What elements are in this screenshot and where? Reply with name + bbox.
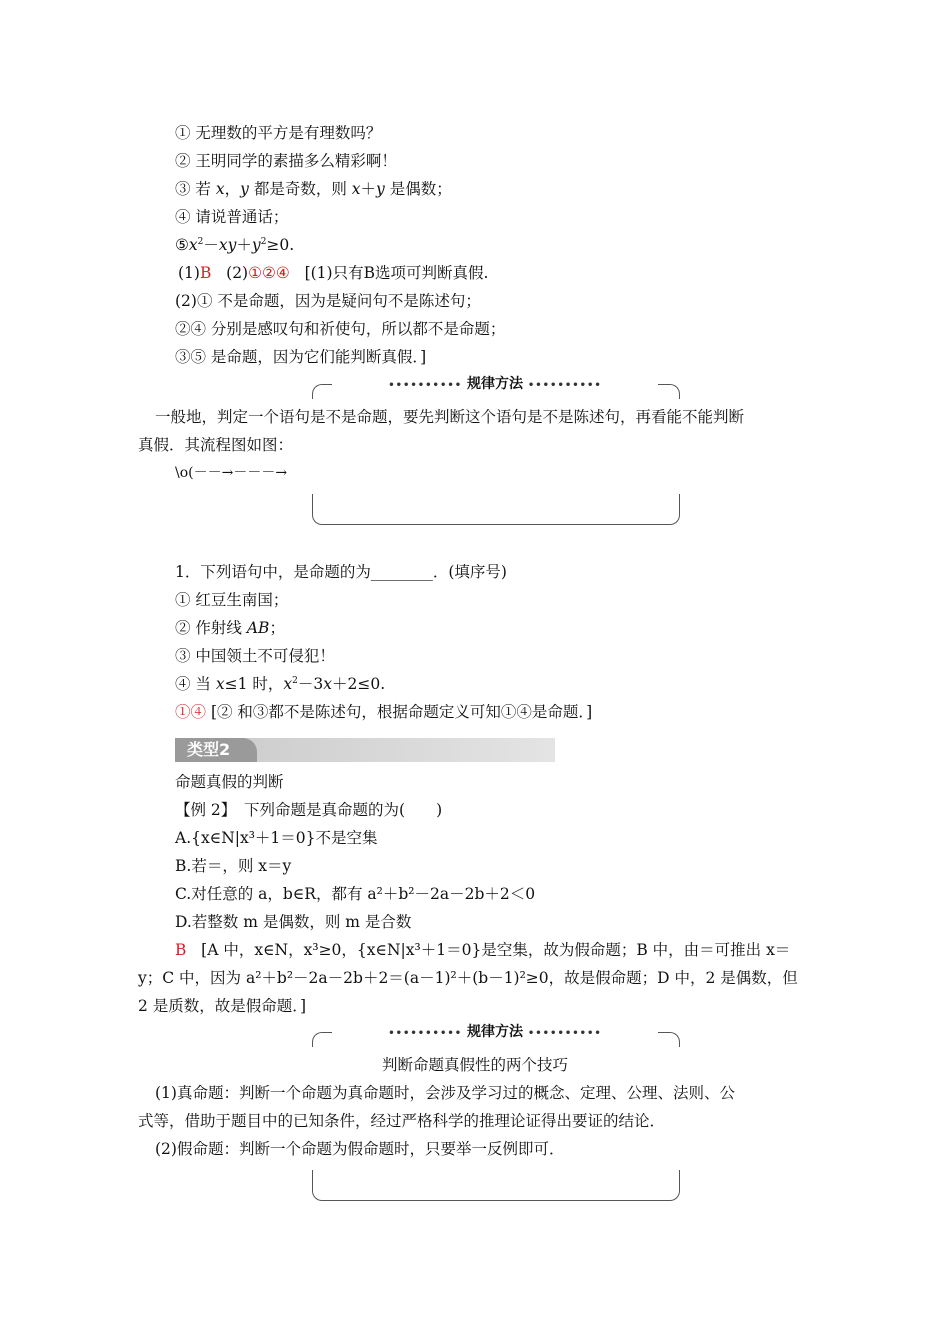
- option-c: C.对任意的 a，b∈R，都有 a²＋b²－2a－2b＋2＜0: [175, 885, 536, 903]
- example-2-heading: 【例 2】 下列命题是真命题的为( ): [175, 801, 443, 819]
- rule-box-bottom-border: [312, 1170, 680, 1201]
- exercise-1-item-2: ② 作射线 AB；: [175, 619, 285, 637]
- rule-2-title: 判断命题真假性的两个技巧: [381, 1056, 568, 1074]
- rule-text-line-1: 一般地，判定一个语句是不是命题，要先判断这个语句是不是陈述句，再看能不能判断: [155, 408, 745, 426]
- exercise-1-item-4: ④ 当 x≤1 时，$x^2-3x+2\le 0$.: [175, 675, 386, 693]
- exercise-1-question: 1．下列语句中，是命题的为________．(填序号): [175, 563, 507, 581]
- exercise-1-item-3: ③ 中国领土不可侵犯！: [175, 647, 335, 665]
- question-item-2: ② 王明同学的素描多么精彩啊！: [175, 152, 397, 170]
- answer-line-3: ②④ 分别是感叹句和祈使句，所以都不是命题；: [175, 320, 506, 338]
- example-2-answer-line-1: B [A 中，x∈N，x³≥0，{x∈N|x³＋1＝0}是空集，故为假命题；B 中，由＝可推出 x＝: [175, 941, 791, 959]
- rule-2-line-3: (2)假命题：判断一个命题为假命题时，只要举一反例即可．: [155, 1140, 565, 1158]
- question-item-3: ③ 若 x，y 都是奇数，则 x＋y 是偶数；: [175, 180, 452, 198]
- answer-line-1: (1)B (2)①②④ [(1)只有B选项可判断真假.: [178, 264, 489, 282]
- answer-line-4: ③⑤ 是命题，因为它们能判断真假．]: [175, 348, 427, 366]
- type-2-title: 命题真假的判断: [175, 773, 284, 791]
- option-d: D.若整数 m 是偶数，则 m 是合数: [175, 913, 412, 931]
- example-2-answer-line-3: 2 是质数，故是假命题．]: [138, 997, 307, 1015]
- question-item-1: ① 无理数的平方是有理数吗？: [175, 124, 382, 142]
- exercise-1-answer: ①④ [② 和③都不是陈述句，根据命题定义可知①④是命题．]: [175, 703, 593, 721]
- answer-line-2: (2)① 不是命题，因为是疑问句不是陈述句；: [175, 292, 481, 310]
- rule-method-label: •••••••••• 规律方法 ••••••••••: [332, 1022, 658, 1044]
- question-item-4: ④ 请说普通话；: [175, 208, 289, 226]
- rule-2-line-1: (1)真命题：判断一个命题为真命题时，会涉及学习过的概念、定理、公理、法则、公: [155, 1084, 735, 1102]
- option-b: B.若＝，则 x＝y: [175, 857, 292, 875]
- type-2-tag: 类型2: [175, 738, 257, 762]
- example-2-answer-line-2: y；C 中，因为 a²＋b²－2a－2b＋2＝(a－1)²＋(b－1)²≥0，故是假命题；D 中，2 是偶数，但: [138, 969, 798, 987]
- rule-2-line-2: 式等，借助于题目中的已知条件，经过严格科学的推理论证得出要证的结论．: [138, 1112, 666, 1130]
- rule-method-box-1: [312, 376, 678, 524]
- option-a: A.{x∈N|x³＋1＝0}不是空集: [175, 829, 378, 847]
- rule-box-bottom-border: [312, 494, 680, 525]
- type-2-header: [175, 738, 555, 762]
- exercise-1-item-1: ① 红豆生南国；: [175, 591, 289, 609]
- flowchart-placeholder: \o(－－→－－－→: [175, 465, 288, 481]
- rule-text-line-2: 真假．其流程图如图：: [138, 436, 294, 454]
- rule-method-label: •••••••••• 规律方法 ••••••••••: [332, 374, 658, 396]
- question-item-5: $⑤x^2-xy+y^2\ge 0$.: [175, 236, 295, 254]
